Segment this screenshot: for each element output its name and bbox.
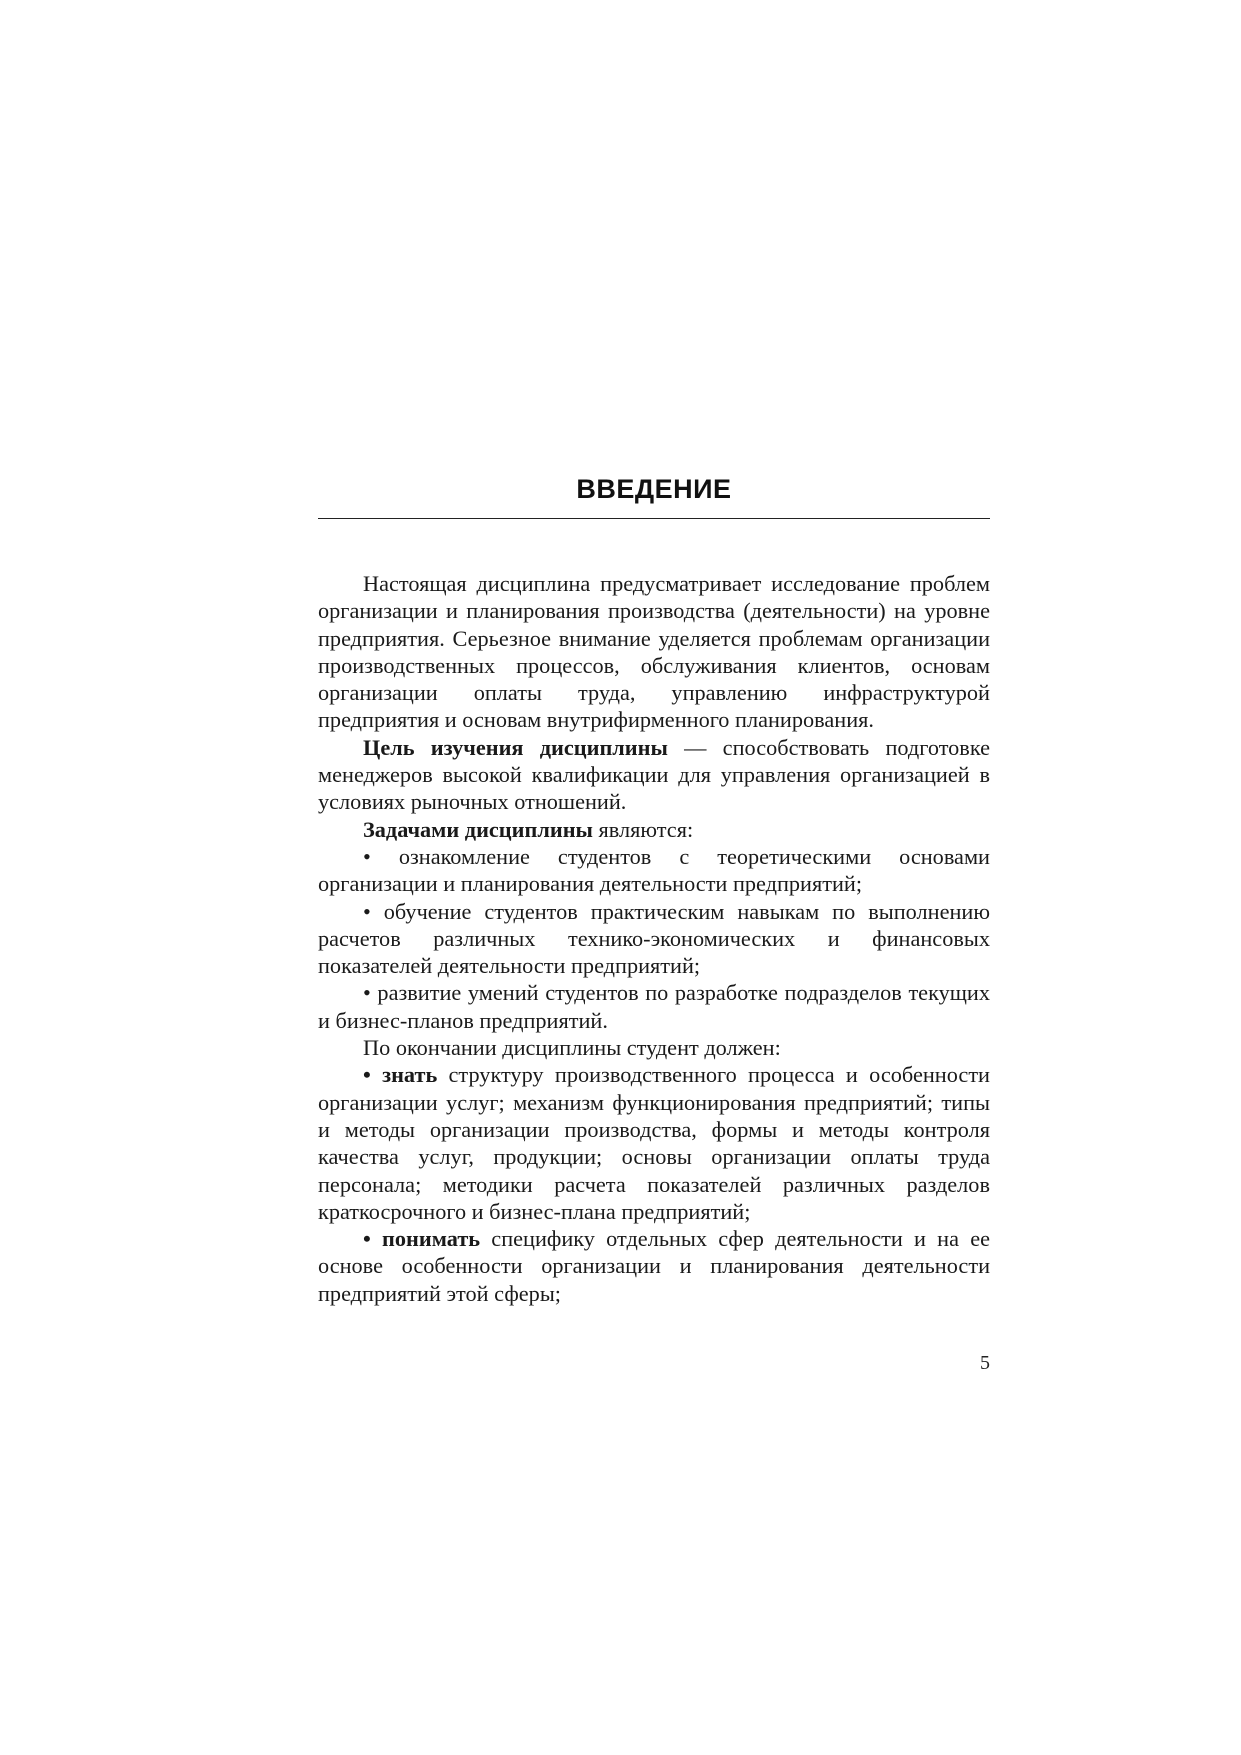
task-item: • развитие умений студентов по разработке подразделов текущих и бизнес-планов предприятий. [318, 980, 990, 1033]
know-bullet: • [363, 1062, 383, 1088]
intro-paragraph: Настоящая дисциплина предусматривает исследование проблем организации и планирования производства (деятельности) на уровне предприятия. Серьезное внимание уделяется проблемам организации производственных процессов, обслуживания клиентов, основам организации оплаты труда, управлению инфраструктурой предприятия и основам внутрифирменного планирования. [318, 571, 990, 733]
task-item: • обучение студентов практическим навыкам по выполнению расчетов различных технико-экономических и финансовых показателей деятельности предприятий; [318, 898, 990, 979]
title-divider [318, 518, 990, 519]
page-number: 5 [980, 1352, 990, 1374]
page-title: ВВЕДЕНИЕ [576, 474, 732, 504]
tasks-term: Задачами дисциплины [363, 816, 593, 842]
goal-term: Цель изучения дисциплины [363, 734, 668, 760]
understand-term: понимать [382, 1226, 481, 1252]
tasks-paragraph [318, 816, 990, 843]
body-text [318, 570, 990, 1307]
know-term: знать [382, 1062, 438, 1088]
goal-paragraph [318, 734, 990, 816]
understand-bullet: • [363, 1226, 383, 1252]
outcome-understand [318, 1225, 990, 1307]
outcome-know [318, 1061, 990, 1225]
outcomes-lead: По окончании дисциплины студент должен: [363, 1035, 781, 1061]
tasks-text: являются: [592, 816, 694, 842]
task-item: • ознакомление студентов с теоретическими основами организации и планирования деятельности предприятий; [318, 843, 990, 897]
goal-text: — способствовать подготовке менеджеров высокой квалификации для управления организацией в условиях рыночных отношений. [318, 734, 990, 815]
understand-text: специфику отдельных сфер деятельности и на ее основе особенности организации и планирования деятельности предприятий этой сферы; [318, 1226, 990, 1306]
know-text: структуру производственного процесса и особенности организации услуг; механизм функционирования предприятий; типы и методы организации производства, формы и методы контроля качества услуг, продукции; основы организации оплаты труда персонала; методики расчета показателей различных разделов краткосрочного и бизнес-плана предприятий; [318, 1062, 990, 1224]
